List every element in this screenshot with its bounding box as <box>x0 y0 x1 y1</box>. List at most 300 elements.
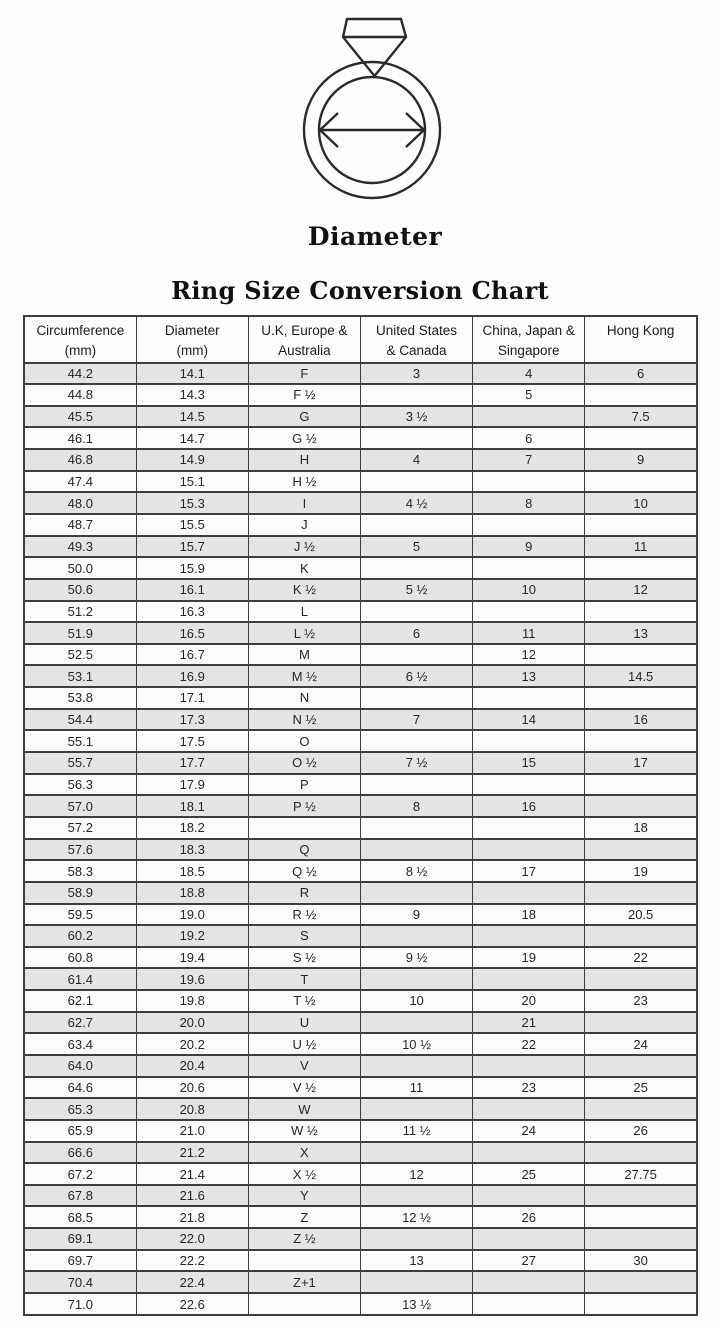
cell-china_japan_singapore: 16 <box>473 795 585 817</box>
cell-circumference_mm: 61.4 <box>24 968 136 990</box>
cell-hong_kong: 22 <box>585 947 697 969</box>
cell-circumference_mm: 62.7 <box>24 1012 136 1034</box>
cell-circumference_mm: 71.0 <box>24 1293 136 1315</box>
cell-diameter_mm: 14.7 <box>136 427 248 449</box>
cell-us_canada <box>360 1185 472 1207</box>
cell-circumference_mm: 46.1 <box>24 427 136 449</box>
cell-uk_europe_australia: Y <box>248 1185 360 1207</box>
cell-diameter_mm: 21.6 <box>136 1185 248 1207</box>
table-row <box>24 839 697 861</box>
cell-china_japan_singapore <box>473 968 585 990</box>
cell-diameter_mm: 21.0 <box>136 1120 248 1142</box>
cell-china_japan_singapore <box>473 1293 585 1315</box>
cell-uk_europe_australia: G ½ <box>248 427 360 449</box>
cell-circumference_mm: 60.8 <box>24 947 136 969</box>
table-row <box>24 1163 697 1185</box>
cell-china_japan_singapore: 5 <box>473 384 585 406</box>
cell-us_canada <box>360 882 472 904</box>
cell-uk_europe_australia: Q ½ <box>248 860 360 882</box>
cell-us_canada <box>360 1142 472 1164</box>
cell-hong_kong <box>585 514 697 536</box>
table-row <box>24 1142 697 1164</box>
cell-us_canada: 10 <box>360 990 472 1012</box>
cell-us_canada: 4 ½ <box>360 492 472 514</box>
cell-diameter_mm: 16.3 <box>136 601 248 623</box>
column-header-hong_kong: Hong Kong <box>585 316 697 363</box>
cell-china_japan_singapore <box>473 1271 585 1293</box>
cell-circumference_mm: 50.0 <box>24 557 136 579</box>
cell-diameter_mm: 17.1 <box>136 687 248 709</box>
cell-china_japan_singapore <box>473 1098 585 1120</box>
cell-uk_europe_australia: R <box>248 882 360 904</box>
cell-circumference_mm: 58.3 <box>24 860 136 882</box>
cell-china_japan_singapore <box>473 774 585 796</box>
cell-circumference_mm: 47.4 <box>24 471 136 493</box>
cell-uk_europe_australia <box>248 817 360 839</box>
cell-hong_kong: 18 <box>585 817 697 839</box>
cell-hong_kong <box>585 1271 697 1293</box>
table-row <box>24 1055 697 1077</box>
cell-circumference_mm: 64.0 <box>24 1055 136 1077</box>
table-row <box>24 622 697 644</box>
cell-uk_europe_australia: L ½ <box>248 622 360 644</box>
table-row <box>24 1033 697 1055</box>
cell-circumference_mm: 49.3 <box>24 536 136 558</box>
cell-uk_europe_australia: I <box>248 492 360 514</box>
cell-china_japan_singapore <box>473 687 585 709</box>
cell-china_japan_singapore <box>473 1185 585 1207</box>
cell-uk_europe_australia: N ½ <box>248 709 360 731</box>
table-row <box>24 1098 697 1120</box>
cell-us_canada <box>360 925 472 947</box>
cell-diameter_mm: 19.8 <box>136 990 248 1012</box>
column-header-circumference_mm: Circumference (mm) <box>24 316 136 363</box>
cell-hong_kong: 25 <box>585 1077 697 1099</box>
column-header-uk_europe_australia: U.K, Europe & Australia <box>248 316 360 363</box>
cell-china_japan_singapore <box>473 925 585 947</box>
cell-diameter_mm: 19.2 <box>136 925 248 947</box>
cell-circumference_mm: 57.6 <box>24 839 136 861</box>
cell-us_canada: 12 <box>360 1163 472 1185</box>
cell-us_canada <box>360 774 472 796</box>
cell-diameter_mm: 16.7 <box>136 644 248 666</box>
cell-diameter_mm: 15.5 <box>136 514 248 536</box>
cell-hong_kong <box>585 968 697 990</box>
table-body <box>24 363 697 1316</box>
cell-hong_kong: 16 <box>585 709 697 731</box>
cell-diameter_mm: 19.0 <box>136 904 248 926</box>
cell-china_japan_singapore <box>473 557 585 579</box>
cell-diameter_mm: 20.0 <box>136 1012 248 1034</box>
cell-circumference_mm: 69.1 <box>24 1228 136 1250</box>
cell-circumference_mm: 66.6 <box>24 1142 136 1164</box>
cell-diameter_mm: 19.4 <box>136 947 248 969</box>
cell-china_japan_singapore: 22 <box>473 1033 585 1055</box>
table-row <box>24 644 697 666</box>
cell-hong_kong <box>585 471 697 493</box>
cell-china_japan_singapore: 7 <box>473 449 585 471</box>
table-row <box>24 579 697 601</box>
cell-circumference_mm: 44.2 <box>24 363 136 385</box>
cell-uk_europe_australia: V ½ <box>248 1077 360 1099</box>
cell-uk_europe_australia: P ½ <box>248 795 360 817</box>
cell-china_japan_singapore <box>473 817 585 839</box>
table-row <box>24 1012 697 1034</box>
cell-uk_europe_australia: K ½ <box>248 579 360 601</box>
cell-diameter_mm: 18.2 <box>136 817 248 839</box>
column-header-diameter_mm: Diameter (mm) <box>136 316 248 363</box>
cell-hong_kong <box>585 1142 697 1164</box>
cell-china_japan_singapore: 27 <box>473 1250 585 1272</box>
cell-hong_kong: 10 <box>585 492 697 514</box>
cell-china_japan_singapore: 10 <box>473 579 585 601</box>
table-row <box>24 774 697 796</box>
cell-us_canada <box>360 730 472 752</box>
cell-diameter_mm: 16.1 <box>136 579 248 601</box>
cell-china_japan_singapore <box>473 730 585 752</box>
cell-hong_kong <box>585 1185 697 1207</box>
cell-uk_europe_australia: L <box>248 601 360 623</box>
cell-diameter_mm: 18.3 <box>136 839 248 861</box>
cell-circumference_mm: 69.7 <box>24 1250 136 1272</box>
cell-hong_kong: 24 <box>585 1033 697 1055</box>
cell-hong_kong: 13 <box>585 622 697 644</box>
cell-china_japan_singapore: 13 <box>473 665 585 687</box>
table-row <box>24 817 697 839</box>
cell-circumference_mm: 62.1 <box>24 990 136 1012</box>
cell-circumference_mm: 48.7 <box>24 514 136 536</box>
table-row <box>24 990 697 1012</box>
cell-uk_europe_australia: H <box>248 449 360 471</box>
cell-china_japan_singapore: 14 <box>473 709 585 731</box>
cell-china_japan_singapore: 11 <box>473 622 585 644</box>
cell-hong_kong <box>585 882 697 904</box>
cell-uk_europe_australia: N <box>248 687 360 709</box>
table-row <box>24 514 697 536</box>
cell-diameter_mm: 21.2 <box>136 1142 248 1164</box>
cell-us_canada <box>360 1012 472 1034</box>
cell-hong_kong <box>585 925 697 947</box>
cell-us_canada: 6 <box>360 622 472 644</box>
cell-diameter_mm: 14.1 <box>136 363 248 385</box>
cell-hong_kong: 6 <box>585 363 697 385</box>
table-row <box>24 471 697 493</box>
cell-diameter_mm: 15.7 <box>136 536 248 558</box>
cell-us_canada: 6 ½ <box>360 665 472 687</box>
cell-us_canada: 4 <box>360 449 472 471</box>
table-row <box>24 687 697 709</box>
cell-uk_europe_australia: M <box>248 644 360 666</box>
cell-uk_europe_australia <box>248 1293 360 1315</box>
table-row <box>24 1120 697 1142</box>
cell-hong_kong <box>585 839 697 861</box>
cell-china_japan_singapore <box>473 471 585 493</box>
cell-us_canada: 9 ½ <box>360 947 472 969</box>
cell-china_japan_singapore: 12 <box>473 644 585 666</box>
cell-uk_europe_australia: H ½ <box>248 471 360 493</box>
table-row <box>24 795 697 817</box>
cell-diameter_mm: 17.9 <box>136 774 248 796</box>
cell-hong_kong: 23 <box>585 990 697 1012</box>
cell-us_canada <box>360 687 472 709</box>
cell-china_japan_singapore <box>473 1055 585 1077</box>
cell-china_japan_singapore <box>473 1142 585 1164</box>
cell-hong_kong <box>585 1098 697 1120</box>
cell-uk_europe_australia: Z+1 <box>248 1271 360 1293</box>
cell-china_japan_singapore: 25 <box>473 1163 585 1185</box>
cell-circumference_mm: 58.9 <box>24 882 136 904</box>
table-row <box>24 384 697 406</box>
cell-uk_europe_australia: F ½ <box>248 384 360 406</box>
cell-china_japan_singapore: 24 <box>473 1120 585 1142</box>
cell-circumference_mm: 60.2 <box>24 925 136 947</box>
cell-china_japan_singapore: 26 <box>473 1206 585 1228</box>
cell-us_canada: 13 <box>360 1250 472 1272</box>
table-row <box>24 752 697 774</box>
cell-uk_europe_australia: S <box>248 925 360 947</box>
cell-us_canada <box>360 557 472 579</box>
diagram-label: Diameter <box>307 222 443 251</box>
cell-uk_europe_australia: T <box>248 968 360 990</box>
table-row <box>24 1077 697 1099</box>
cell-china_japan_singapore <box>473 514 585 536</box>
column-header-china_japan_singapore: China, Japan & Singapore <box>473 316 585 363</box>
table-row <box>24 1185 697 1207</box>
cell-china_japan_singapore: 8 <box>473 492 585 514</box>
cell-diameter_mm: 22.2 <box>136 1250 248 1272</box>
cell-us_canada <box>360 839 472 861</box>
cell-hong_kong: 20.5 <box>585 904 697 926</box>
cell-hong_kong <box>585 601 697 623</box>
cell-uk_europe_australia: F <box>248 363 360 385</box>
cell-us_canada <box>360 1228 472 1250</box>
cell-diameter_mm: 17.3 <box>136 709 248 731</box>
cell-circumference_mm: 68.5 <box>24 1206 136 1228</box>
cell-uk_europe_australia: U <box>248 1012 360 1034</box>
cell-hong_kong <box>585 644 697 666</box>
cell-uk_europe_australia: J <box>248 514 360 536</box>
cell-hong_kong <box>585 774 697 796</box>
table-header <box>24 316 697 363</box>
cell-china_japan_singapore: 19 <box>473 947 585 969</box>
cell-us_canada: 7 ½ <box>360 752 472 774</box>
cell-circumference_mm: 57.0 <box>24 795 136 817</box>
cell-circumference_mm: 45.5 <box>24 406 136 428</box>
cell-hong_kong: 17 <box>585 752 697 774</box>
cell-china_japan_singapore <box>473 406 585 428</box>
cell-us_canada: 11 ½ <box>360 1120 472 1142</box>
table-row <box>24 860 697 882</box>
cell-hong_kong: 7.5 <box>585 406 697 428</box>
table-row <box>24 427 697 449</box>
cell-diameter_mm: 18.5 <box>136 860 248 882</box>
cell-uk_europe_australia: U ½ <box>248 1033 360 1055</box>
cell-uk_europe_australia: W ½ <box>248 1120 360 1142</box>
cell-circumference_mm: 48.0 <box>24 492 136 514</box>
cell-uk_europe_australia: K <box>248 557 360 579</box>
cell-uk_europe_australia: S ½ <box>248 947 360 969</box>
cell-diameter_mm: 18.1 <box>136 795 248 817</box>
cell-uk_europe_australia: X ½ <box>248 1163 360 1185</box>
cell-us_canada <box>360 1055 472 1077</box>
cell-diameter_mm: 21.8 <box>136 1206 248 1228</box>
table-row <box>24 882 697 904</box>
cell-circumference_mm: 54.4 <box>24 709 136 731</box>
cell-circumference_mm: 51.2 <box>24 601 136 623</box>
cell-diameter_mm: 16.5 <box>136 622 248 644</box>
table-row <box>24 1206 697 1228</box>
cell-diameter_mm: 19.6 <box>136 968 248 990</box>
header-row <box>24 316 697 363</box>
cell-diameter_mm: 20.4 <box>136 1055 248 1077</box>
cell-hong_kong: 12 <box>585 579 697 601</box>
cell-diameter_mm: 17.7 <box>136 752 248 774</box>
cell-uk_europe_australia: Z <box>248 1206 360 1228</box>
cell-uk_europe_australia: G <box>248 406 360 428</box>
cell-circumference_mm: 70.4 <box>24 1271 136 1293</box>
cell-diameter_mm: 22.0 <box>136 1228 248 1250</box>
cell-diameter_mm: 15.1 <box>136 471 248 493</box>
cell-china_japan_singapore <box>473 839 585 861</box>
cell-circumference_mm: 55.1 <box>24 730 136 752</box>
cell-hong_kong <box>585 1206 697 1228</box>
table-row <box>24 730 697 752</box>
cell-uk_europe_australia: M ½ <box>248 665 360 687</box>
cell-hong_kong <box>585 384 697 406</box>
cell-diameter_mm: 21.4 <box>136 1163 248 1185</box>
cell-china_japan_singapore: 9 <box>473 536 585 558</box>
cell-china_japan_singapore <box>473 601 585 623</box>
cell-china_japan_singapore: 6 <box>473 427 585 449</box>
cell-uk_europe_australia: W <box>248 1098 360 1120</box>
cell-hong_kong <box>585 557 697 579</box>
cell-china_japan_singapore: 17 <box>473 860 585 882</box>
cell-us_canada: 9 <box>360 904 472 926</box>
table-row <box>24 904 697 926</box>
table-row <box>24 363 697 385</box>
cell-hong_kong: 11 <box>585 536 697 558</box>
table-row <box>24 406 697 428</box>
cell-china_japan_singapore <box>473 1228 585 1250</box>
cell-us_canada: 8 ½ <box>360 860 472 882</box>
cell-circumference_mm: 51.9 <box>24 622 136 644</box>
cell-uk_europe_australia: J ½ <box>248 536 360 558</box>
cell-hong_kong <box>585 427 697 449</box>
cell-us_canada <box>360 644 472 666</box>
table-row <box>24 709 697 731</box>
cell-uk_europe_australia: Z ½ <box>248 1228 360 1250</box>
cell-circumference_mm: 65.9 <box>24 1120 136 1142</box>
table-row <box>24 1271 697 1293</box>
cell-diameter_mm: 22.6 <box>136 1293 248 1315</box>
cell-china_japan_singapore: 21 <box>473 1012 585 1034</box>
cell-circumference_mm: 67.2 <box>24 1163 136 1185</box>
cell-hong_kong <box>585 730 697 752</box>
cell-diameter_mm: 14.5 <box>136 406 248 428</box>
cell-hong_kong <box>585 687 697 709</box>
table-row <box>24 1250 697 1272</box>
cell-us_canada: 5 <box>360 536 472 558</box>
cell-uk_europe_australia <box>248 1250 360 1272</box>
cell-diameter_mm: 22.4 <box>136 1271 248 1293</box>
cell-us_canada <box>360 427 472 449</box>
cell-us_canada <box>360 968 472 990</box>
cell-us_canada: 3 ½ <box>360 406 472 428</box>
cell-uk_europe_australia: V <box>248 1055 360 1077</box>
cell-uk_europe_australia: O ½ <box>248 752 360 774</box>
cell-us_canada <box>360 817 472 839</box>
cell-uk_europe_australia: T ½ <box>248 990 360 1012</box>
cell-circumference_mm: 46.8 <box>24 449 136 471</box>
cell-hong_kong <box>585 1012 697 1034</box>
cell-circumference_mm: 63.4 <box>24 1033 136 1055</box>
cell-circumference_mm: 52.5 <box>24 644 136 666</box>
cell-circumference_mm: 44.8 <box>24 384 136 406</box>
table-row <box>24 947 697 969</box>
cell-us_canada: 7 <box>360 709 472 731</box>
cell-circumference_mm: 57.2 <box>24 817 136 839</box>
cell-us_canada <box>360 601 472 623</box>
cell-china_japan_singapore: 18 <box>473 904 585 926</box>
table-row <box>24 536 697 558</box>
cell-us_canada: 5 ½ <box>360 579 472 601</box>
cell-diameter_mm: 15.3 <box>136 492 248 514</box>
cell-diameter_mm: 16.9 <box>136 665 248 687</box>
cell-uk_europe_australia: O <box>248 730 360 752</box>
cell-hong_kong: 14.5 <box>585 665 697 687</box>
cell-circumference_mm: 59.5 <box>24 904 136 926</box>
cell-us_canada: 3 <box>360 363 472 385</box>
cell-diameter_mm: 20.6 <box>136 1077 248 1099</box>
cell-diameter_mm: 14.3 <box>136 384 248 406</box>
cell-hong_kong: 26 <box>585 1120 697 1142</box>
cell-us_canada: 11 <box>360 1077 472 1099</box>
cell-uk_europe_australia: P <box>248 774 360 796</box>
cell-us_canada: 10 ½ <box>360 1033 472 1055</box>
cell-us_canada <box>360 384 472 406</box>
cell-circumference_mm: 50.6 <box>24 579 136 601</box>
cell-diameter_mm: 18.8 <box>136 882 248 904</box>
cell-circumference_mm: 55.7 <box>24 752 136 774</box>
cell-china_japan_singapore: 15 <box>473 752 585 774</box>
cell-diameter_mm: 17.5 <box>136 730 248 752</box>
column-header-us_canada: United States & Canada <box>360 316 472 363</box>
table-row <box>24 492 697 514</box>
cell-uk_europe_australia: Q <box>248 839 360 861</box>
table-row <box>24 557 697 579</box>
cell-china_japan_singapore <box>473 882 585 904</box>
cell-hong_kong: 30 <box>585 1250 697 1272</box>
cell-circumference_mm: 65.3 <box>24 1098 136 1120</box>
cell-china_japan_singapore: 23 <box>473 1077 585 1099</box>
cell-china_japan_singapore: 4 <box>473 363 585 385</box>
cell-us_canada <box>360 1098 472 1120</box>
cell-circumference_mm: 53.1 <box>24 665 136 687</box>
cell-circumference_mm: 67.8 <box>24 1185 136 1207</box>
cell-circumference_mm: 64.6 <box>24 1077 136 1099</box>
cell-us_canada <box>360 514 472 536</box>
cell-us_canada: 8 <box>360 795 472 817</box>
cell-hong_kong <box>585 1293 697 1315</box>
cell-hong_kong: 27.75 <box>585 1163 697 1185</box>
cell-circumference_mm: 56.3 <box>24 774 136 796</box>
cell-uk_europe_australia: R ½ <box>248 904 360 926</box>
cell-us_canada <box>360 1271 472 1293</box>
cell-diameter_mm: 15.9 <box>136 557 248 579</box>
cell-hong_kong: 9 <box>585 449 697 471</box>
table-row <box>24 1228 697 1250</box>
cell-diameter_mm: 14.9 <box>136 449 248 471</box>
